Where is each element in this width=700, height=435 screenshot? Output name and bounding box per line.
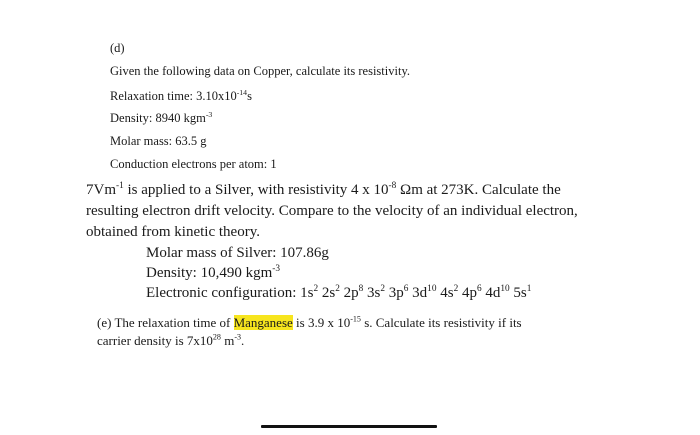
- config-term-exponent: 6: [403, 284, 409, 294]
- config-term-exponent: 2: [335, 284, 340, 294]
- config-term: $3p^6$: [388, 284, 409, 301]
- config-term-exponent: 2: [380, 284, 386, 294]
- silver-molar-mass: Molar mass of Silver: 107.86g: [146, 245, 329, 261]
- config-term-exponent: 2: [313, 284, 319, 294]
- config-term: $3d^{10}$: [412, 284, 437, 301]
- config-term: $1s^2$: [300, 284, 319, 301]
- highlighted-word: Manganese: [233, 315, 293, 330]
- part-d-intro: Given the following data on Copper, calculate its resistivity.: [110, 64, 411, 78]
- config-term: $2s^2$: [321, 284, 340, 301]
- silver-line-2: resulting electron drift velocity. Compare to the velocity of an individual electron,: [86, 203, 578, 219]
- relaxation-time: Relaxation time: $3.10x10^{-14}s$: [110, 87, 252, 103]
- density: Density: 8940 kgm$^{-3}$: [110, 109, 213, 125]
- config-term: $5s^1$: [513, 284, 532, 301]
- part-e-line-2: carrier density is $7x10^{28}$ $m^{-3}$.: [97, 332, 245, 348]
- config-term: $2p^8$: [343, 284, 364, 301]
- config-term-exponent: 10: [500, 284, 510, 294]
- config-term-exponent: 2: [453, 284, 459, 294]
- config-term-exponent: 8: [358, 284, 364, 294]
- silver-config: Electronic configuration: $1s^2$ $2s^2$ $2p^8$ $3s^2$ $3p^6$ $3d^{10}$ $4s^2$ $4p^6$ $4d^{10}$ $5s^1$: [146, 284, 532, 301]
- part-e-line-1: (e) The relaxation time of Manganese is 3.9 x $10^{-15}$ s. Calculate its resistivity if its: [97, 314, 522, 330]
- molar-mass: Molar mass: 63.5 g: [110, 134, 207, 148]
- config-term: $4d^{10}$: [485, 284, 510, 301]
- silver-density: Density: 10,490 kgm$^{-3}$: [146, 264, 280, 281]
- home-indicator-bar: [261, 425, 437, 428]
- config-term-exponent: 6: [476, 284, 482, 294]
- conduction-electrons: Conduction electrons per atom: 1: [110, 157, 277, 171]
- config-term: $3s^2$: [367, 284, 386, 301]
- silver-line-1: $7Vm^{-1}$ is applied to a Silver, with resistivity 4 x $10^{-8}$ Ωm at 273K. Calculate the: [86, 181, 561, 198]
- config-term-exponent: 10: [427, 284, 437, 294]
- silver-line-3: obtained from kinetic theory.: [86, 224, 260, 240]
- config-term-exponent: 1: [526, 284, 532, 294]
- config-terms: [300, 285, 531, 301]
- config-term: $4p^6$: [461, 284, 482, 301]
- part-d-label: (d): [110, 41, 125, 55]
- config-term: $4s^2$: [440, 284, 459, 301]
